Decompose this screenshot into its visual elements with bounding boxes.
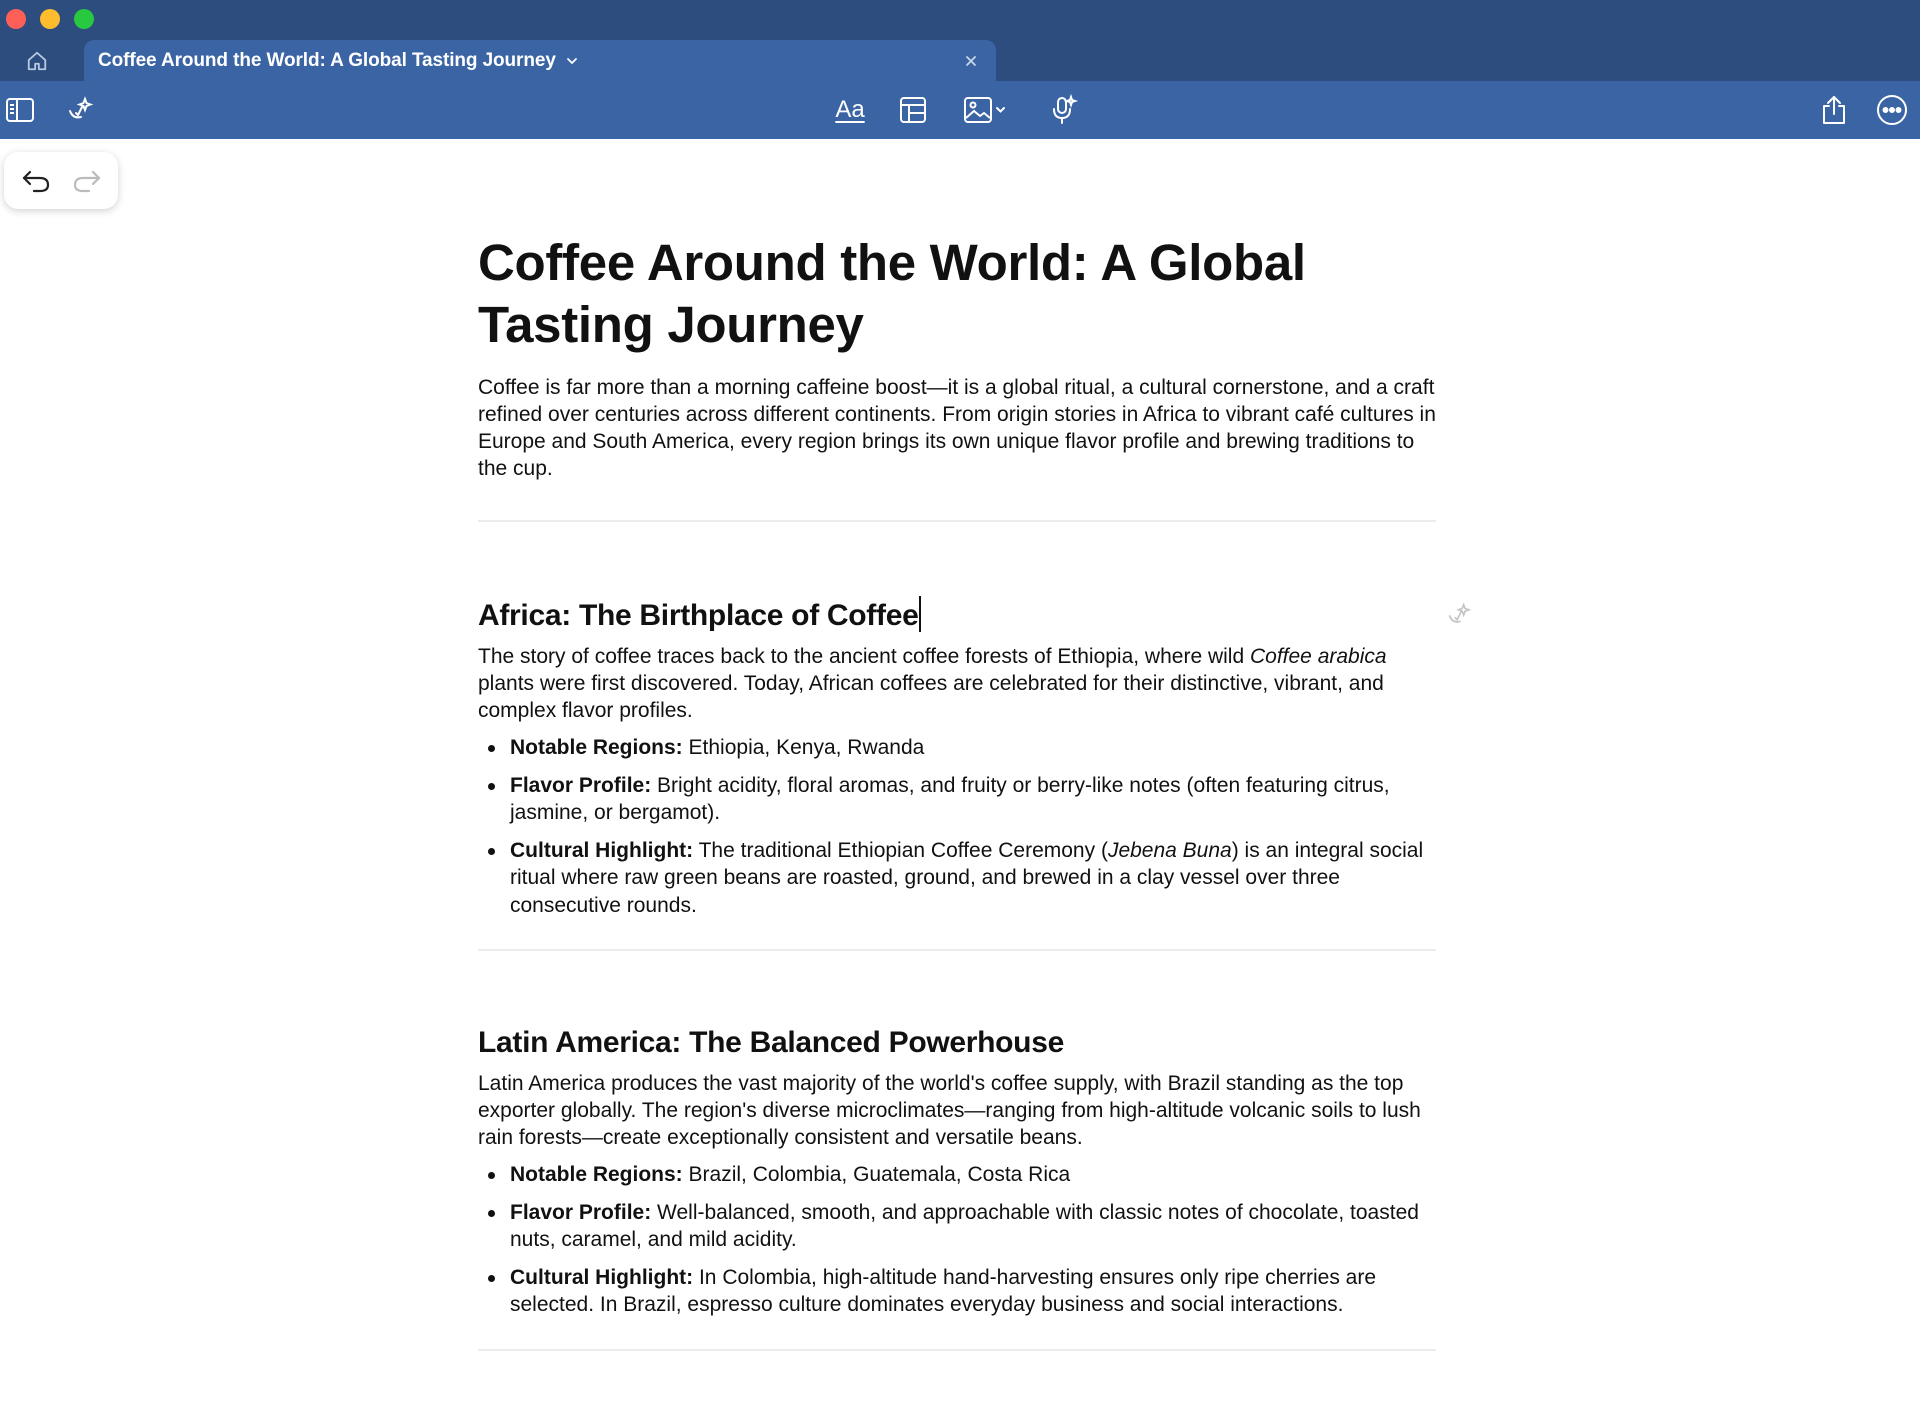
image-icon[interactable]: [958, 90, 1014, 130]
redo-icon[interactable]: [67, 161, 107, 201]
ai-sparkle-icon[interactable]: [60, 90, 100, 130]
text-cursor: [919, 596, 921, 632]
document-tab[interactable]: [84, 40, 996, 81]
table-icon[interactable]: [893, 90, 933, 130]
africa-paragraph[interactable]: The story of coffee traces back to the ancient coffee forests of Ethiopia, where wild Coffee arabica plants were first discovered. Today, African coffees are celebrated for their distinctive, vibrant, and complex flavor profiles.: [478, 645, 1387, 722]
section-divider: [478, 520, 1436, 522]
latin-america-bullet-list: [478, 1161, 1438, 1319]
section-heading-africa[interactable]: Africa: The Birthplace of Coffee: [478, 596, 1438, 634]
text-format-button[interactable]: Aa: [835, 96, 865, 123]
share-icon[interactable]: [1814, 90, 1854, 130]
chevron-down-icon[interactable]: [566, 54, 580, 68]
ai-sparkle-icon[interactable]: [1444, 600, 1474, 630]
document-title[interactable]: Coffee Around the World: A Global Tasting Journey: [478, 234, 1306, 353]
list-item[interactable]: Flavor Profile: Well-balanced, smooth, and approachable with classic notes of chocolate, toasted nuts, caramel, and mild acidity.: [478, 1199, 1438, 1254]
undo-redo-group: [4, 152, 118, 209]
close-tab-icon[interactable]: [960, 50, 982, 72]
undo-icon[interactable]: [16, 161, 56, 201]
window-titlebar: [0, 0, 1920, 81]
minimize-window-button[interactable]: [40, 9, 60, 29]
section-divider: [478, 1349, 1436, 1351]
tab-title: Coffee Around the World: A Global Tasting Journey: [98, 49, 556, 71]
list-item[interactable]: Flavor Profile: Bright acidity, floral aromas, and fruity or berry-like notes (often featuring citrus, jasmine, or bergamot).: [478, 772, 1438, 827]
home-icon[interactable]: [22, 46, 52, 76]
close-window-button[interactable]: [6, 9, 26, 29]
section-heading-latin-america[interactable]: Latin America: The Balanced Powerhouse: [478, 1026, 1064, 1059]
more-options-icon[interactable]: [1872, 90, 1912, 130]
toolbar: [0, 81, 1920, 139]
microphone-icon[interactable]: [1044, 90, 1084, 130]
list-item[interactable]: Notable Regions: Brazil, Colombia, Guatemala, Costa Rica: [478, 1161, 1438, 1189]
intro-paragraph[interactable]: Coffee is far more than a morning caffeine boost—it is a global ritual, a cultural cornerstone, and a craft refined over centuries across different continents. From origin stories in Africa to vibrant café cultures in Europe and South America, every region brings its own unique flavor profile and brewing traditions to the cup.: [478, 376, 1436, 480]
section-divider: [478, 949, 1436, 951]
document-body[interactable]: [478, 232, 1438, 1351]
list-item[interactable]: Cultural Highlight: The traditional Ethiopian Coffee Ceremony (Jebena Buna) is an integral social ritual where raw green beans are roasted, ground, and brewed in a clay vessel over three consecutive rounds.: [478, 837, 1438, 920]
maximize-window-button[interactable]: [74, 9, 94, 29]
list-item[interactable]: Cultural Highlight: In Colombia, high-altitude hand-harvesting ensures only ripe cherries are selected. In Brazil, espresso culture dominates everyday business and social interactions.: [478, 1264, 1438, 1319]
sidebar-toggle-icon[interactable]: [0, 90, 40, 130]
africa-bullet-list: [478, 734, 1438, 919]
list-item[interactable]: Notable Regions: Ethiopia, Kenya, Rwanda: [478, 734, 1438, 762]
latin-america-paragraph[interactable]: Latin America produces the vast majority of the world's coffee supply, with Brazil standing as the top exporter globally. The region's diverse microclimates—ranging from high-altitude volcanic soils to lush rain forests—create exceptionally consistent and versatile beans.: [478, 1072, 1421, 1149]
window-controls: [6, 9, 94, 29]
